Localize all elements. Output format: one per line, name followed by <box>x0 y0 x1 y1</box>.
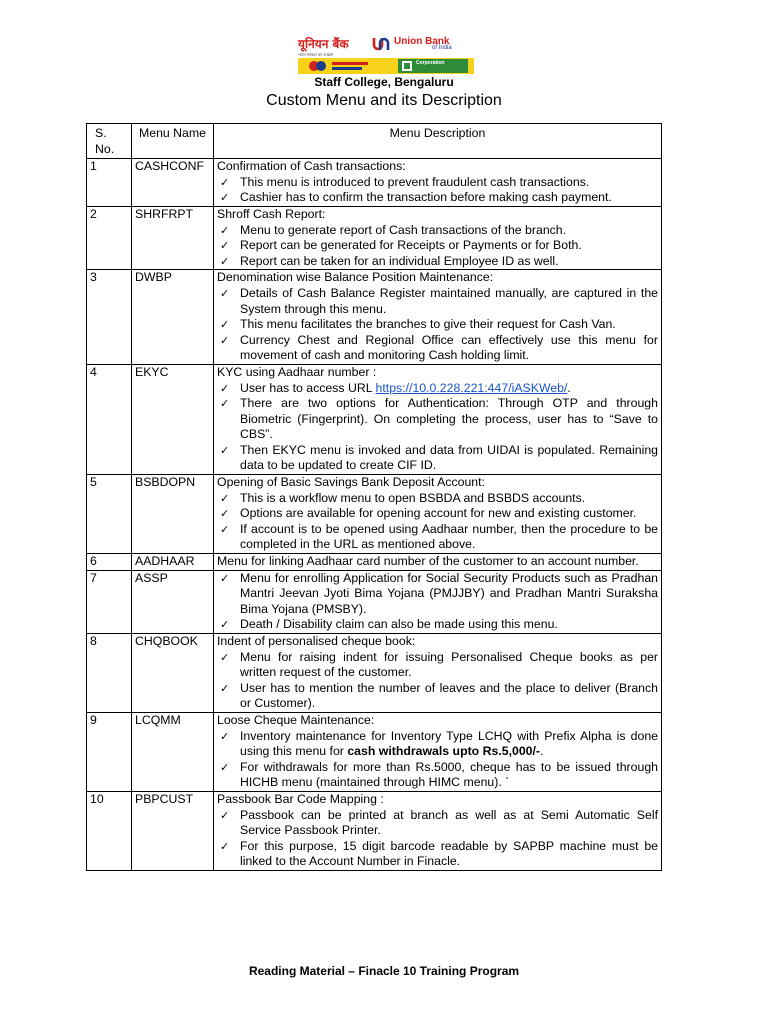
description-intro: Shroff Cash Report: <box>217 206 326 221</box>
description-bullet <box>217 254 658 270</box>
table-row <box>87 206 662 269</box>
description-bullet <box>217 571 658 618</box>
column-header-sno: S. No. <box>87 124 132 159</box>
table-body <box>87 159 662 871</box>
description-bullet <box>217 681 658 712</box>
row-sno: 6 <box>87 554 132 571</box>
description-intro: Confirmation of Cash transactions: <box>217 159 406 174</box>
table-row <box>87 475 662 554</box>
bullet-text: Menu to generate report of Cash transactions of the branch. <box>240 222 567 237</box>
bullet-text: User has to access URL <box>240 380 376 395</box>
row-menu-name: CASHCONF <box>132 159 214 207</box>
description-bullet <box>217 522 658 553</box>
checkmark-icon: ✓ <box>220 571 230 585</box>
bullet-text: For withdrawals for more than Rs.5000, cheque has to be issued through HICHB menu (maintained through HIMC menu). ` <box>240 759 658 790</box>
bullet-text: This is a workflow menu to open BSBDA and BSBDS accounts. <box>240 490 586 505</box>
description-bullet <box>217 491 658 507</box>
table-header-row <box>87 124 662 159</box>
checkmark-icon: ✓ <box>220 491 230 505</box>
checkmark-icon: ✓ <box>220 397 230 411</box>
checkmark-icon: ✓ <box>220 443 230 457</box>
checkmark-icon: ✓ <box>220 839 230 853</box>
row-menu-name: DWBP <box>132 270 214 365</box>
checkmark-icon: ✓ <box>220 618 230 632</box>
description-bullet <box>217 381 658 397</box>
description-bullet <box>217 617 658 633</box>
corporation-bank-logo-icon <box>398 59 468 73</box>
row-sno: 1 <box>87 159 132 207</box>
bullet-text: Options are available for opening account for new and existing customer. <box>240 506 637 521</box>
row-menu-description <box>214 475 662 554</box>
table-row <box>87 570 662 633</box>
column-header-menu-description: Menu Description <box>214 124 662 159</box>
checkmark-icon: ✓ <box>220 239 230 253</box>
checkmark-icon: ✓ <box>220 175 230 189</box>
row-sno: 5 <box>87 475 132 554</box>
page-footer: Reading Material – Finacle 10 Training Program <box>248 964 520 978</box>
union-bank-logo <box>296 34 478 76</box>
description-bullet <box>217 333 658 364</box>
checkmark-icon: ✓ <box>220 507 230 521</box>
row-menu-name: CHQBOOK <box>132 634 214 713</box>
checkmark-icon: ✓ <box>220 681 230 695</box>
description-bullet-list <box>217 571 658 633</box>
bullet-text: Inventory maintenance for Inventory Type LCHQ with Prefix Alpha is done using this menu for <box>240 728 658 759</box>
logo-hindi-name: यूनियन बैंक <box>298 37 349 51</box>
bullet-text-end: . <box>567 380 571 395</box>
row-menu-name: EKYC <box>132 364 214 474</box>
checkmark-icon: ✓ <box>220 254 230 268</box>
row-menu-description <box>214 712 662 791</box>
description-bullet-list <box>217 286 658 364</box>
description-bullet <box>217 729 658 760</box>
row-menu-name: AADHAAR <box>132 554 214 571</box>
bullet-text: This menu facilitates the branches to give their request for Cash Van. <box>240 317 616 332</box>
row-sno: 4 <box>87 364 132 474</box>
bullet-text: User has to mention the number of leaves and the place to deliver (Branch or Customer). <box>240 680 658 711</box>
table-row <box>87 791 662 870</box>
row-menu-description <box>214 554 662 571</box>
bullet-text: Menu for enrolling Application for Social Security Products such as Pradhan Mantri Jeevan Jyoti Bima Yojana (PMJJBY) and Pradhan Mantri Suraksha Bima Yojana (PMSBY). <box>240 570 658 616</box>
row-sno: 10 <box>87 791 132 870</box>
row-menu-description <box>214 364 662 474</box>
description-intro: Passbook Bar Code Mapping : <box>217 791 384 806</box>
row-sno: 7 <box>87 570 132 633</box>
checkmark-icon: ✓ <box>220 333 230 347</box>
partner-right-name: Corporation <box>416 60 445 66</box>
logo-english-name: Union Bank of India <box>394 36 452 51</box>
college-name: Staff College, Bengaluru <box>314 75 454 89</box>
bullet-text: Menu for raising indent for issuing Personalised Cheque books as per written request of the customer. <box>240 649 658 680</box>
description-bullet-list <box>217 491 658 553</box>
description-bullet <box>217 443 658 474</box>
table-row <box>87 270 662 365</box>
column-header-menu-name: Menu Name <box>132 124 214 159</box>
description-bullet <box>217 396 658 443</box>
description-bullet-list <box>217 381 658 475</box>
bullet-text: Then EKYC menu is invoked and data from UIDAI is populated. Remaining data to be updated to create CIF ID. <box>240 442 658 473</box>
row-sno: 3 <box>87 270 132 365</box>
description-bullet <box>217 650 658 681</box>
checkmark-icon: ✓ <box>220 318 230 332</box>
description-bullet <box>217 175 658 191</box>
checkmark-icon: ✓ <box>220 191 230 205</box>
row-menu-description <box>214 270 662 365</box>
checkmark-icon: ✓ <box>220 650 230 664</box>
bullet-text: Death / Disability claim can also be made using this menu. <box>240 617 558 632</box>
bullet-text: Report can be taken for an individual Employee ID as well. <box>240 253 559 268</box>
description-bullet-list <box>217 650 658 712</box>
description-bullet <box>217 506 658 522</box>
bullet-text: For this purpose, 15 digit barcode readable by SAPBP machine must be linked to the Account Number in Finacle. <box>240 838 658 869</box>
row-sno: 8 <box>87 634 132 713</box>
description-bullet-list <box>217 729 658 791</box>
table-row <box>87 554 662 571</box>
checkmark-icon: ✓ <box>220 729 230 743</box>
bullet-text: Details of Cash Balance Register maintained manually, are captured in the System through this menu. <box>240 285 658 316</box>
logo-partner-band <box>298 58 474 74</box>
bullet-bold-text: cash withdrawals upto Rs.5,000/- <box>347 744 541 759</box>
bullet-text: If account is to be opened using Aadhaar number, then the procedure to be completed in the URL as mentioned above. <box>240 521 658 552</box>
bullet-text-end: . <box>540 744 544 759</box>
row-menu-name: LCQMM <box>132 712 214 791</box>
description-bullet-list <box>217 223 658 270</box>
table-row <box>87 159 662 207</box>
row-menu-description <box>214 206 662 269</box>
checkmark-icon: ✓ <box>220 381 230 395</box>
description-bullet <box>217 190 658 206</box>
row-menu-description <box>214 159 662 207</box>
description-bullet <box>217 223 658 239</box>
description-intro: Menu for linking Aadhaar card number of the customer to an account number. <box>217 554 639 569</box>
row-menu-name: ASSP <box>132 570 214 633</box>
bullet-text: Cashier has to confirm the transaction before making cash payment. <box>240 190 612 205</box>
ekyc-url-link[interactable]: https://10.0.228.221:447/iASKWeb/ <box>375 380 568 395</box>
description-intro: Indent of personalised cheque book: <box>217 634 416 648</box>
logo-english-sub: of India <box>432 45 452 51</box>
row-menu-name: BSBDOPN <box>132 475 214 554</box>
row-sno: 2 <box>87 206 132 269</box>
description-intro: KYC using Aadhaar number : <box>217 364 377 379</box>
bullet-text: Passbook can be printed at branch as well as at Semi Automatic Self Service Passbook Printer. <box>240 807 658 838</box>
row-menu-description <box>214 791 662 870</box>
row-menu-name: SHRFRPT <box>132 206 214 269</box>
checkmark-icon: ✓ <box>220 223 230 237</box>
bullet-text: This menu is introduced to prevent fraudulent cash transactions. <box>240 174 590 189</box>
checkmark-icon: ✓ <box>220 286 230 300</box>
union-bank-emblem-icon <box>371 37 391 51</box>
table-row <box>87 634 662 713</box>
logo-tagline: भारत सरकार का उपक्रम <box>298 52 334 57</box>
andhra-bank-logo-icon <box>308 60 372 72</box>
description-bullet-list <box>217 808 658 870</box>
row-menu-description <box>214 570 662 633</box>
table-row <box>87 712 662 791</box>
row-menu-name: PBPCUST <box>132 791 214 870</box>
description-intro: Opening of Basic Savings Bank Deposit Account: <box>217 475 485 490</box>
description-bullet <box>217 238 658 254</box>
description-bullet <box>217 808 658 839</box>
checkmark-icon: ✓ <box>220 760 230 774</box>
description-bullet <box>217 317 658 333</box>
description-bullet-list <box>217 175 658 206</box>
custom-menu-table <box>86 123 662 871</box>
checkmark-icon: ✓ <box>220 522 230 536</box>
checkmark-icon: ✓ <box>220 808 230 822</box>
bullet-text: Currency Chest and Regional Office can effectively use this menu for movement of cash and monitoring Cash holding limit. <box>240 332 658 363</box>
description-bullet <box>217 839 658 870</box>
page-title: Custom Menu and its Description <box>266 92 502 109</box>
table-row <box>87 364 662 474</box>
description-intro: Denomination wise Balance Position Maintenance: <box>217 270 494 285</box>
row-sno: 9 <box>87 712 132 791</box>
description-intro: Loose Cheque Maintenance: <box>217 712 375 727</box>
row-menu-description <box>214 634 662 713</box>
description-bullet <box>217 286 658 317</box>
bullet-text: Report can be generated for Receipts or Payments or for Both. <box>240 238 582 253</box>
description-bullet <box>217 760 658 791</box>
bullet-text: There are two options for Authentication: Through OTP and through Biometric (Fingerprint). On completing the process, user has to “Save to CBS”. <box>240 396 658 442</box>
